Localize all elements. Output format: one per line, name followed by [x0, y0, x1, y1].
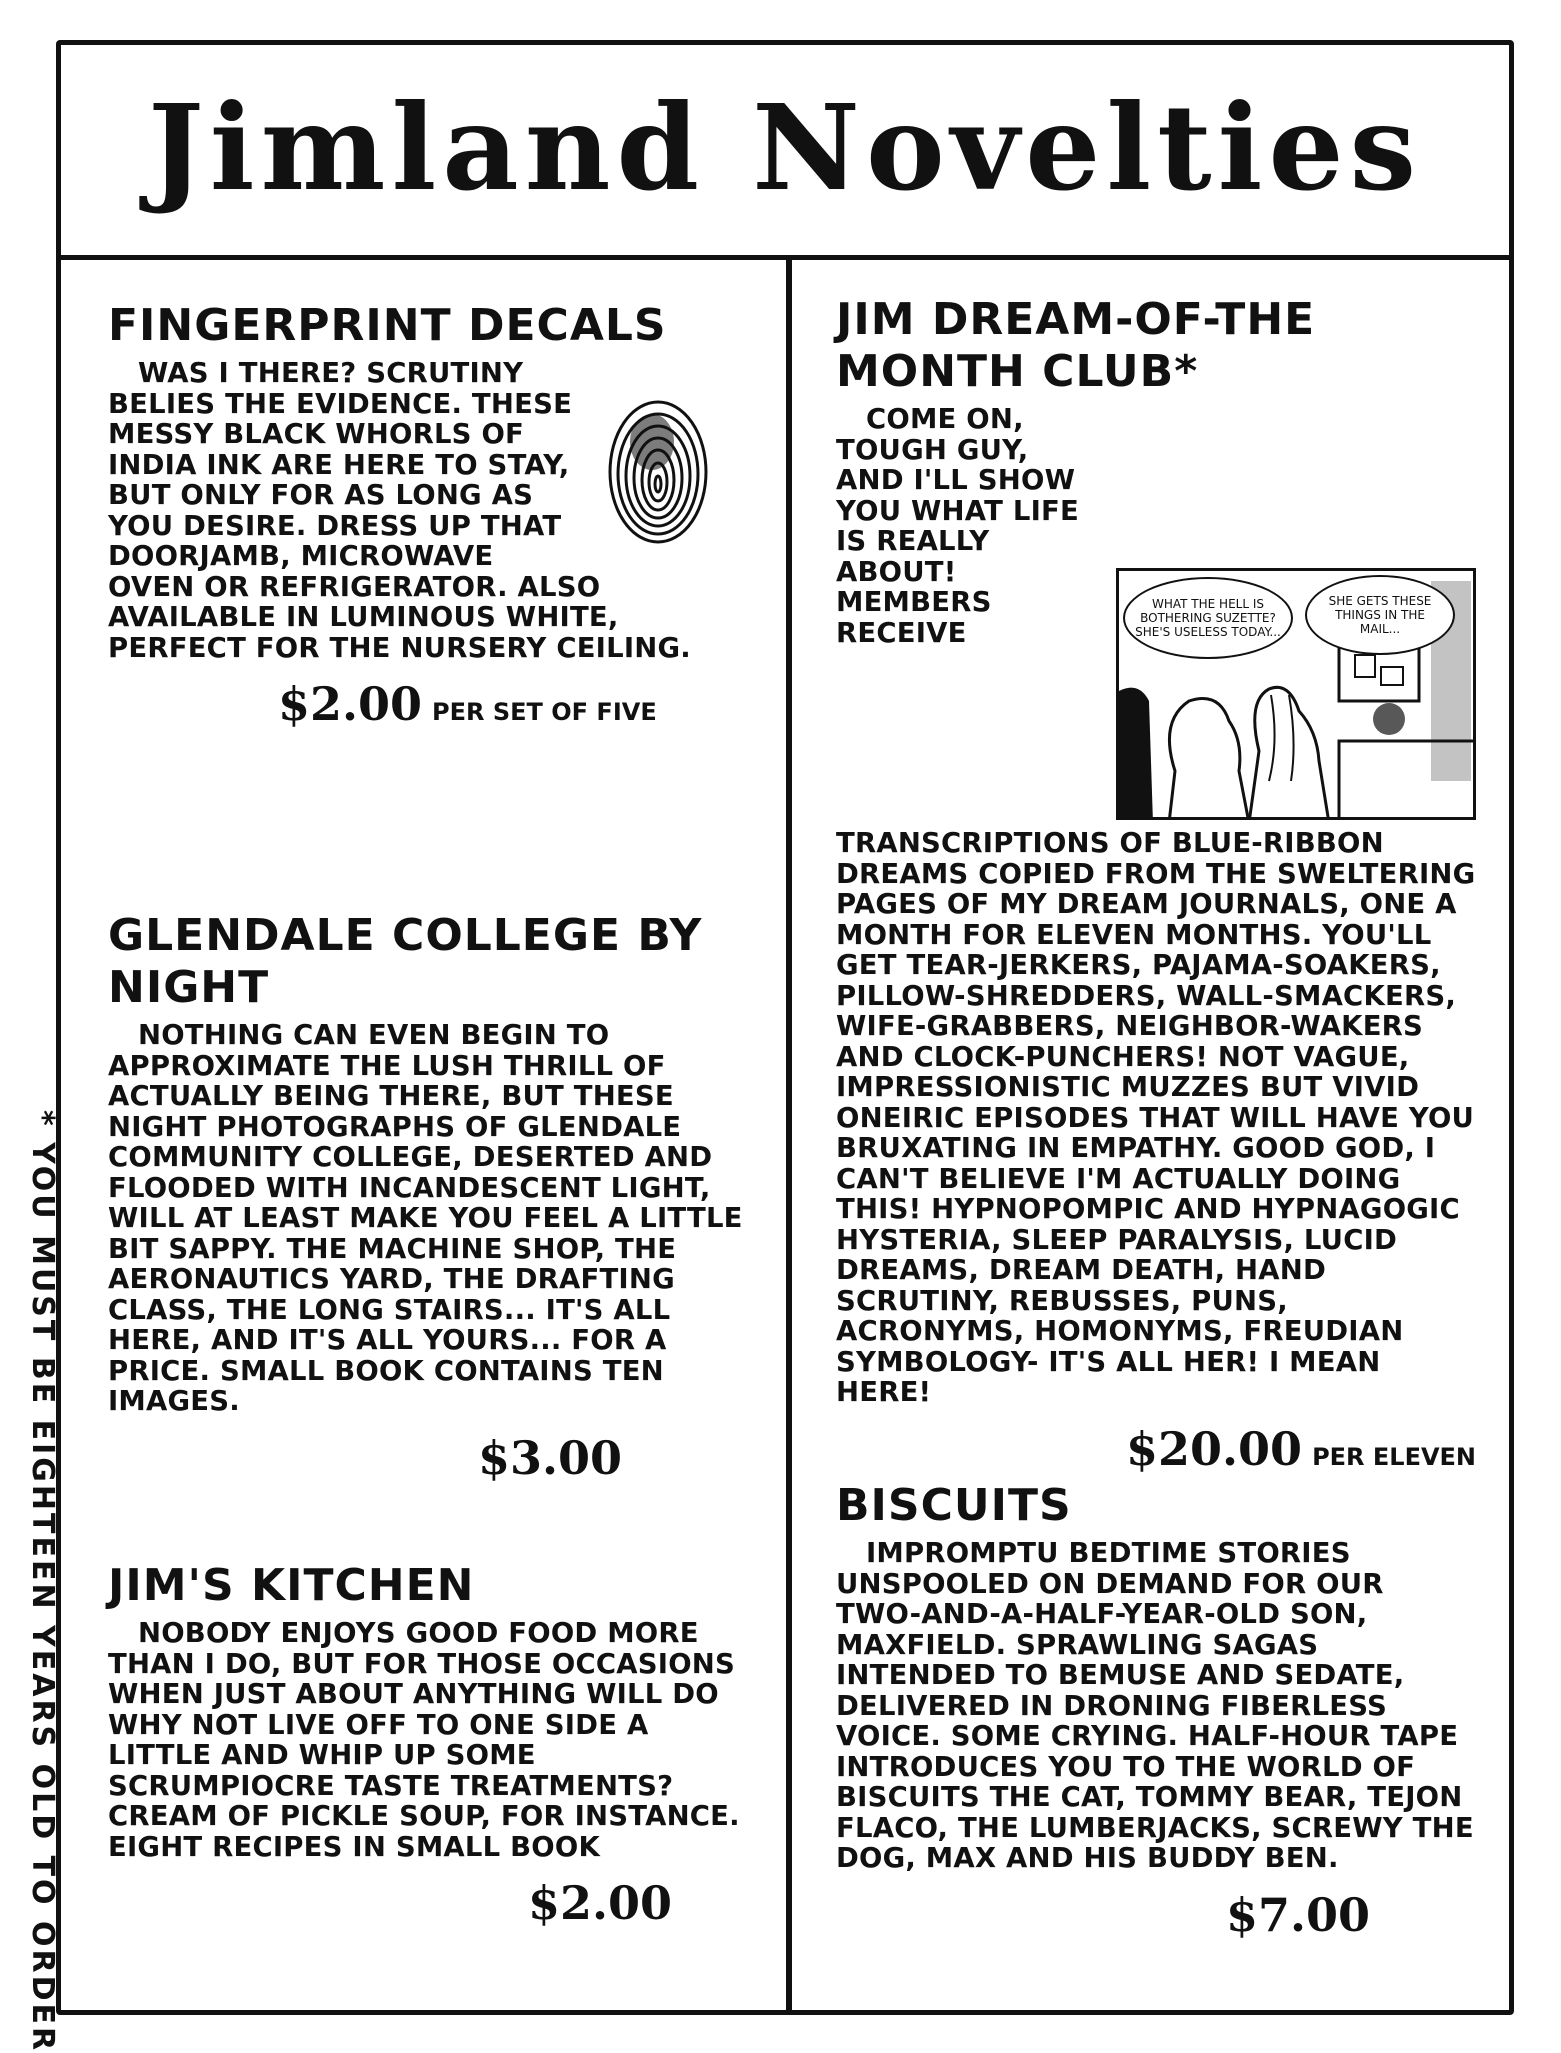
item-dream-club: [836, 294, 1476, 1476]
item-description: NOTHING CAN EVEN BEGIN TO APPROXIMATE THE LUSH THRILL OF ACTUALLY BEING THERE, BUT THESE NIGHT PHOTOGRAPHS OF GLENDALE COMMUNITY COLLEGE, DESERTED AND FLOODED WITH INCANDESCENT LIGHT, WILL AT LEAST MAKE YOU FEEL A LITTLE BIT SAPPY. THE MACHINE SHOP, THE AERONAUTICS YARD, THE DRAFTING CLASS, THE LONG STAIRS... IT'S ALL HERE, AND IT'S ALL YOURS... FOR A PRICE. SMALL BOOK CONTAINS TEN IMAGES.: [108, 1019, 743, 1417]
item-price-unit: PER SET OF FIVE: [432, 698, 657, 726]
item-heading: GLENDALE COLLEGE BY NIGHT: [108, 910, 703, 1013]
item-price-row: [836, 1422, 1476, 1476]
item-price-row: [108, 1876, 758, 1930]
fingerprint-image: [598, 392, 718, 552]
item-price: $2.00: [528, 1876, 673, 1930]
item-glendale-college: [108, 910, 758, 1485]
item-price-row: [108, 677, 758, 731]
item-description: IMPROMPTU BEDTIME STORIES UNSPOOLED ON DEMAND FOR OUR TWO-AND-A-HALF-YEAR-OLD SON, MAXFIELD. SPRAWLING SAGAS INTENDED TO BEMUSE AND SEDATE, DELIVERED IN DRONING FIBERLESS VOICE. SOME CRYING. HALF-HOUR TAPE INTRODUCES YOU TO THE WORLD OF BISCUITS THE CAT, TOMMY BEAR, TEJON FLACO, THE LUMBERJACKS, SCREWY THE DOG, MAX AND HIS BUDDY BEN.: [836, 1537, 1474, 1874]
item-price: $7.00: [1226, 1887, 1371, 1942]
item-heading: BISCUITS: [836, 1480, 1072, 1531]
item-heading: FINGERPRINT DECALS: [108, 300, 667, 351]
item-heading: JIM'S KITCHEN: [108, 1560, 475, 1611]
speech-bubble-right: SHE GETS THESE THINGS IN THE MAIL...: [1305, 575, 1455, 655]
comic-panel: [1116, 568, 1476, 820]
item-price-row: [108, 1431, 758, 1485]
item-fingerprint-decals: [108, 300, 758, 731]
age-disclaimer: * YOU MUST BE EIGHTEEN YEARS OLD TO ORDER: [25, 1110, 60, 2053]
item-price: $20.00: [1126, 1421, 1303, 1476]
item-description: COME ON, TOUGH GUY, AND I'LL SHOW YOU WHAT LIFE IS REALLY ABOUT! MEMBERS RECEIVE TRANSCRIPTIONS OF BLUE-RIBBON DREAMS COPIED FROM THE SWELTERING PAGES OF MY DREAM JOURNALS, ONE A MONTH FOR ELEVEN MONTHS. YOU'LL GET TEAR-JERKERS, PAJAMA-SOAKERS, PILLOW-SHREDDERS, WALL-SMACKERS, WIFE-GRABBERS, NEIGHBOR-WAKERS AND CLOCK-PUNCHERS! NOT VAGUE, IMPRESSIONISTIC MUZZES BUT VIVID ONEIRIC EPISODES THAT WILL HAVE YOU BRUXATING IN EMPATHY. GOOD GOD, I CAN'T BELIEVE I'M ACTUALLY DOING THIS! HYPNOPOMPIC AND HYPNAGOGIC HYSTERIA, SLEEP PARALYSIS, LUCID DREAMS, DREAM DEATH, HAND SCRUTINY, REBUSSES, PUNS, ACRONYMS, HOMONYMS, FREUDIAN SYMBOLOGY- IT'S ALL HER! I MEAN HERE!: [836, 403, 1476, 1408]
item-biscuits: [836, 1480, 1476, 1942]
page-title: Jimland Novelties: [147, 78, 1423, 217]
item-price: $2.00: [278, 677, 423, 731]
speech-bubble-left: WHAT THE HELL IS BOTHERING SUZETTE? SHE'S USELESS TODAY...: [1123, 577, 1293, 659]
item-price-unit: PER ELEVEN: [1312, 1442, 1477, 1471]
item-jims-kitchen: [108, 1560, 758, 1930]
item-description: NOBODY ENJOYS GOOD FOOD MORE THAN I DO, BUT FOR THOSE OCCASIONS WHEN JUST ABOUT ANYTHING WILL DO WHY NOT LIVE OFF TO ONE SIDE A LITTLE AND WHIP UP SOME SCRUMPIOCRE TASTE TREATMENTS? CREAM OF PICKLE SOUP, FOR INSTANCE. EIGHT RECIPES IN SMALL BOOK: [108, 1617, 740, 1863]
item-price: $3.00: [478, 1430, 623, 1485]
item-description: WAS I THERE? SCRUTINY BELIES THE EVIDENCE. THESE MESSY BLACK WHORLS OF INDIA INK ARE HERE TO STAY, BUT ONLY FOR AS LONG AS YOU DESIRE. DRESS UP THAT DOORJAMB, MICROWAVE OVEN OR REFRIGERATOR. ALSO AVAILABLE IN LUMINOUS WHITE, PERFECT FOR THE NURSERY CEILING.: [108, 357, 691, 664]
column-divider: [786, 258, 792, 2015]
title-banner: [56, 40, 1514, 260]
item-heading: JIM DREAM-OF-THE MONTH CLUB*: [836, 294, 1316, 397]
item-price-row: [836, 1888, 1476, 1942]
